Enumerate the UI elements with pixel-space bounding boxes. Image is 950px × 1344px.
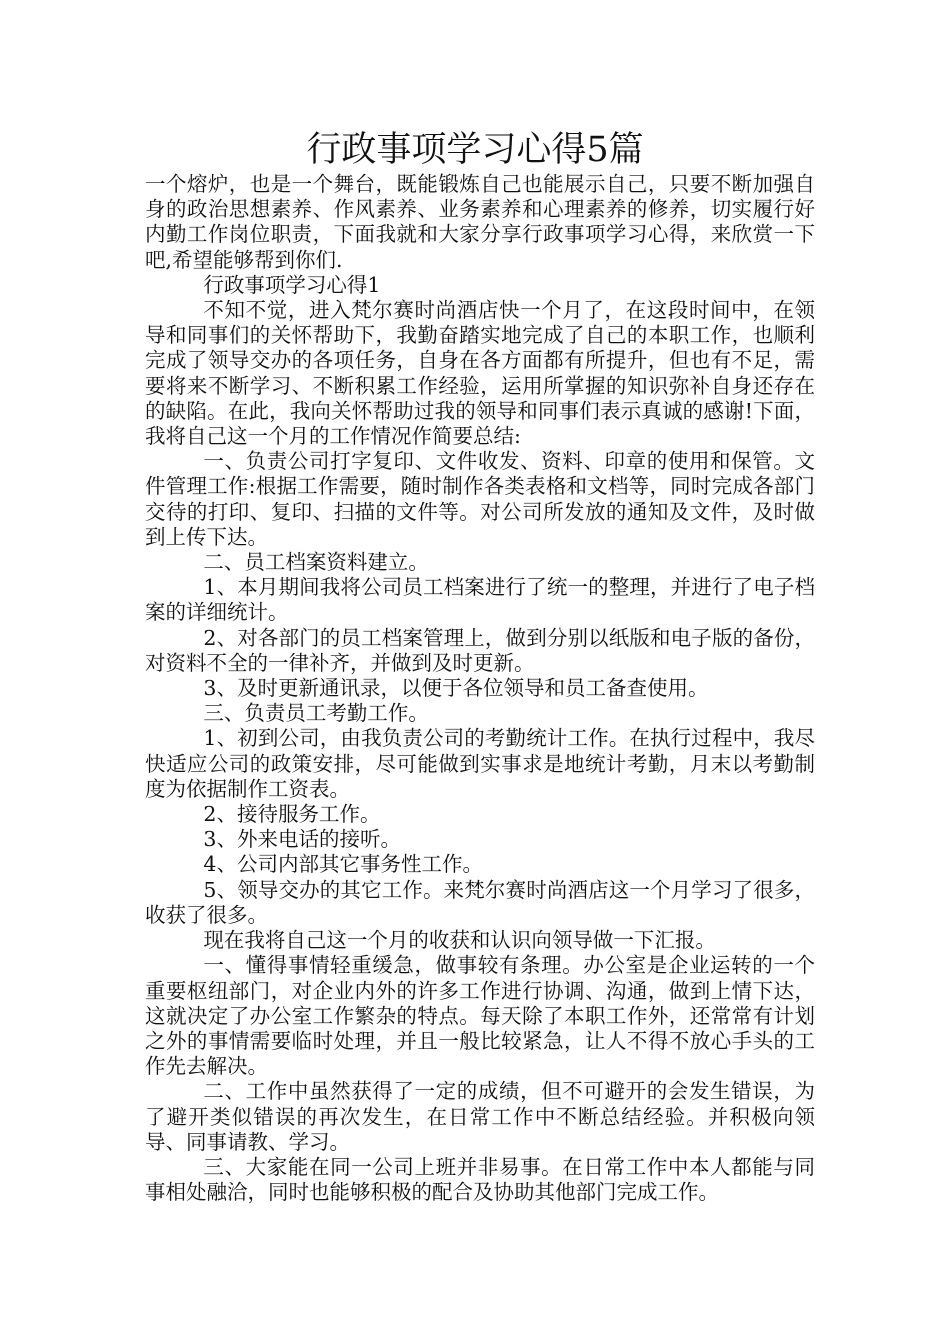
body-paragraph: 3、外来电话的接听。 (203, 827, 401, 852)
body-paragraph: 现在我将自己这一个月的收获和认识向领导做一下汇报。 (203, 928, 716, 953)
body-paragraph: 一、懂得事情轻重缓急，做事较有条理。办公室是企业运转的一个重要枢纽部门，对企业内外的许多工作进行协调、沟通，做到上情下达，这就决定了办公室工作繁杂的特点。每天除了本职工作外，还常常有计划之外的事情需要临时处理，并且一般比较紧急，让人不得不放心手头的工作先去解决。 (145, 953, 815, 1079)
body-paragraph: 二、员工档案资料建立。 (203, 550, 429, 575)
body-paragraph: 二、工作中虽然获得了一定的成绩，但不可避开的会发生错误，为了避开类似错误的再次发生，在日常工作中不断总结经验。并积极向领导、同事请教、学习。 (145, 1079, 815, 1154)
document-title: 行政事项学习心得5篇 (306, 130, 644, 170)
body-paragraph: 1、初到公司，由我负责公司的考勤统计工作。在执行过程中，我尽快适应公司的政策安排，尽可能做到实事求是地统计考勤，月末以考勤制度为依据制作工资表。 (145, 726, 815, 801)
body-paragraph: 一、负责公司打字复印、文件收发、资料、印章的使用和保管。文件管理工作:根据工作需要，随时制作各类表格和文档等，同时完成各部门交待的打印、复印、扫描的文件等。对公司所发放的通知及文件，及时做到上传下达。 (145, 449, 815, 549)
body-paragraph: 1、本月期间我将公司员工档案进行了统一的整理，并进行了电子档案的详细统计。 (145, 575, 815, 625)
body-paragraph: 三、负责员工考勤工作。 (203, 701, 429, 726)
body-paragraph: 4、公司内部其它事务性工作。 (203, 852, 483, 877)
body-paragraph: 2、对各部门的员工档案管理上，做到分别以纸版和电子版的备份，对资料不全的一律补齐，并做到及时更新。 (145, 625, 815, 675)
body-paragraph: 一个熔炉，也是一个舞台，既能锻炼自己也能展示自己，只要不断加强自身的政治思想素养、作风素养、业务素养和心理素养的修养，切实履行好内勤工作岗位职责，下面我就和大家分享行政事项学习心得，来欣赏一下吧,希望能够帮到你们. (145, 172, 815, 272)
body-paragraph: 三、大家能在同一公司上班并非易事。在日常工作中本人都能与同事相处融洽，同时也能够积极的配合及协助其他部门完成工作。 (145, 1154, 815, 1205)
body-paragraph: 3、及时更新通讯录，以便于各位领导和员工备查使用。 (203, 676, 709, 701)
body-paragraph: 不知不觉，进入梵尔赛时尚酒店快一个月了，在这段时间中，在领导和同事们的关怀帮助下，我勤奋踏实地完成了自己的本职工作，也顺利完成了领导交办的各项任务，自身在各方面都有所提升，但也有不足，需要将来不断学习、不断积累工作经验，运用所掌握的知识弥补自身还存在的缺陷。在此，我向关怀帮助过我的领导和同事们表示真诚的感谢!下面，我将自己这一个月的工作情况作简要总结: (145, 298, 815, 449)
body-paragraph: 2、接待服务工作。 (203, 802, 381, 827)
body-paragraph: 5、领导交办的其它工作。来梵尔赛时尚酒店这一个月学习了很多，收获了很多。 (145, 877, 815, 927)
body-paragraph: 行政事项学习心得1 (203, 272, 381, 297)
document-body (145, 172, 815, 1205)
